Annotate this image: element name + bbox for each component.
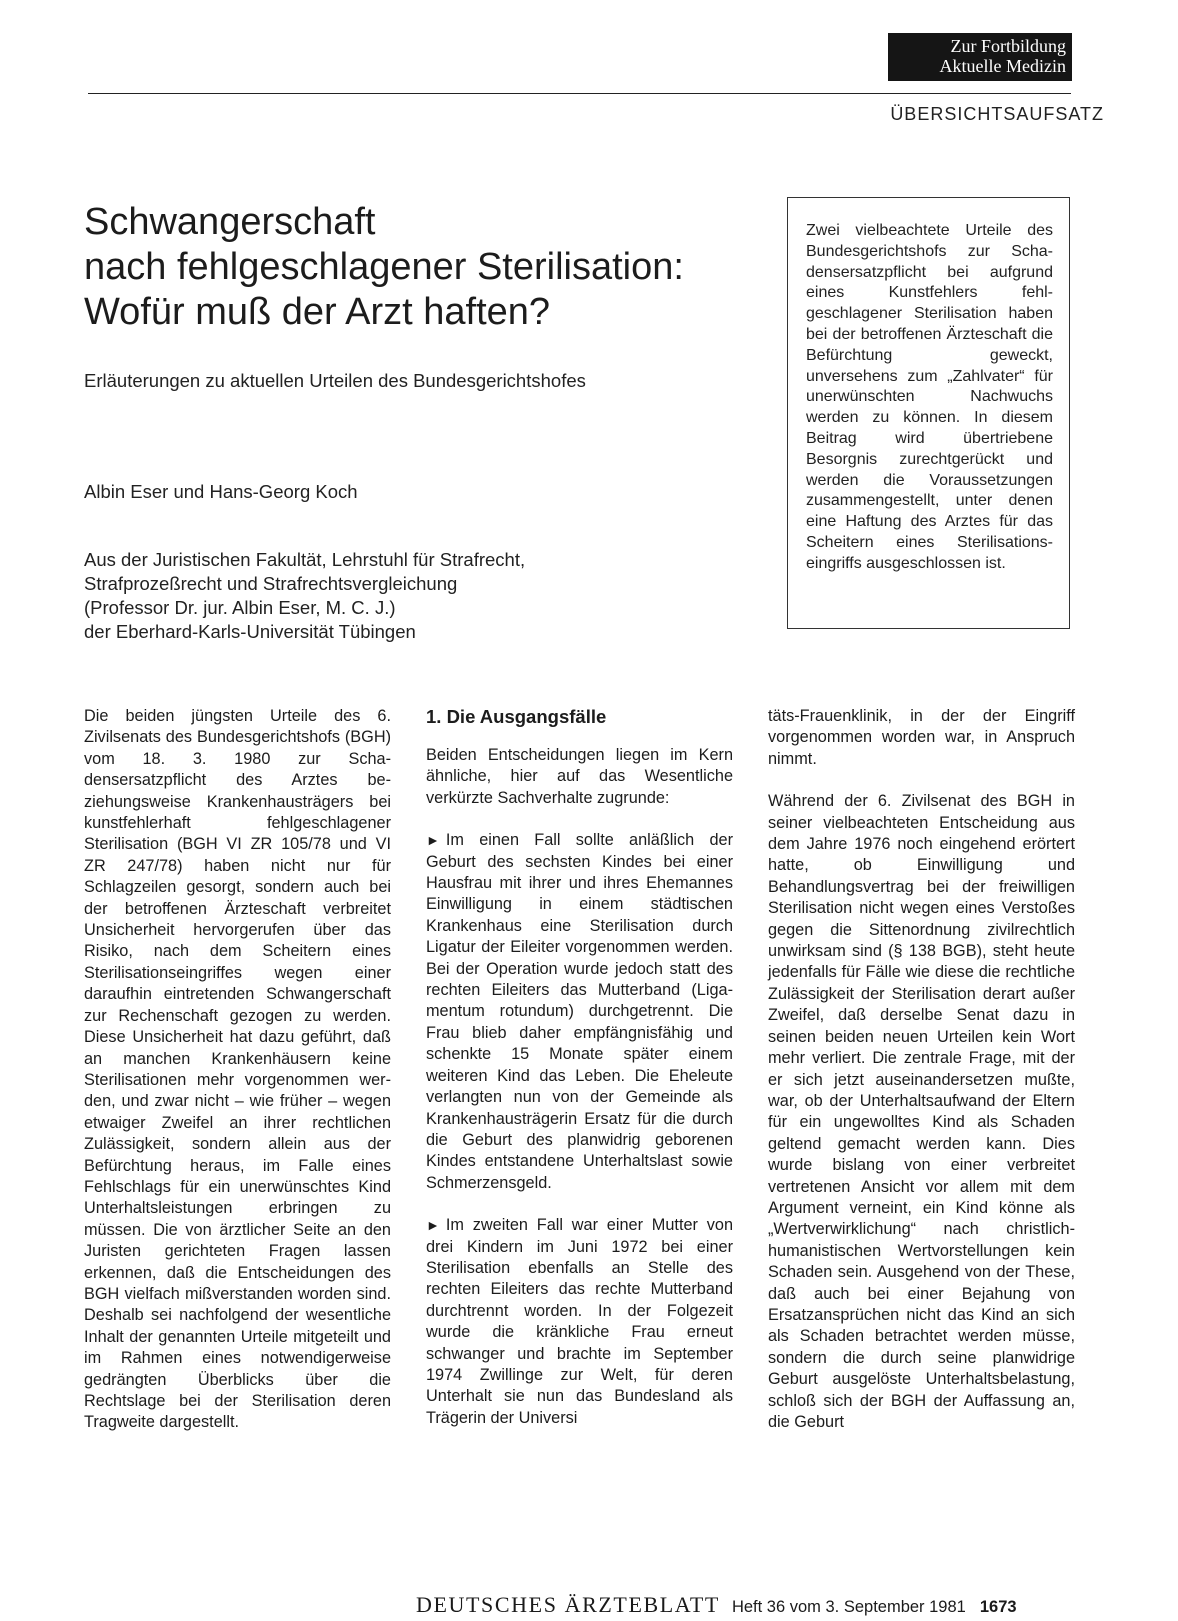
section-tag <box>888 33 1072 81</box>
page-footer <box>416 1592 1017 1618</box>
affiliation-line-1: Aus der Juristischen Fakultät, Lehrstuhl für Strafrecht, <box>84 549 526 570</box>
body-column-3 <box>768 706 1075 1433</box>
page-number: 1673 <box>979 1598 1017 1616</box>
affiliation-line-3: (Professor Dr. jur. Albin Eser, M. C. J.) <box>84 597 396 618</box>
case-paragraph-2 <box>426 1215 733 1429</box>
title-line-3: Wofür muß der Arzt haften? <box>84 291 551 333</box>
tag-line-1: Zur Fortbildung <box>950 36 1066 56</box>
body-paragraph: Beiden Entscheidungen liegen im Kern ähnliche, hier auf das Wesentliche verkürzte Sachverhalte zugrunde: <box>426 746 733 807</box>
article-subtitle: Erläuterungen zu aktuellen Urteilen des Bundesgerichtshofes <box>84 370 586 391</box>
case-text-1: Im einen Fall sollte anläßlich der Geburt des sechsten Kindes bei einer Hausfrau mit ihrer und ihres Ehemannes Einwilligung in einem städtischen Krankenhaus eine Sterilisation durch Ligatur der Eileiter vorgenommen werden. Bei der Operation wurde jedoch statt des rechten Eileiters das Mutterband (Ligamentum rotundum) durchgetrennt. Die Frau blieb daher empfängnisfähig und schenkte 15 Monate später einem weiteren Kind das Leben. Die Eheleute verlangten nun von der Gemeinde als Krankenhausträgerin Ersatz für die durch die Geburt des planwidrig geborenen Kindes entstandene Unterhaltslast sowie Schmerzensgeld. <box>426 831 733 1192</box>
journal-name: DEUTSCHES ÄRZTEBLATT <box>416 1592 720 1617</box>
tag-line-2: Aktuelle Medizin <box>939 56 1066 76</box>
triangle-bullet-icon: ► <box>426 1217 440 1234</box>
affiliation-line-2: Strafprozeßrecht und Strafrechtsvergleichung <box>84 573 458 594</box>
affiliation-line-4: der Eberhard-Karls-Universität Tübingen <box>84 621 416 642</box>
body-column-2 <box>426 706 733 1429</box>
section-label: ÜBERSICHTSAUFSATZ <box>890 104 1104 124</box>
article-title <box>84 200 764 335</box>
body-column-1 <box>84 706 391 1434</box>
abstract-text: Zwei vielbeachtete Urteile des Bundesgerichtshofs zur Schadensersatzpflicht bei aufgrund eines Kunstfehlers fehlgeschlagener Sterilisation haben bei der betroffenen Ärzteschaft die Befürchtung geweckt, unversehens zum „Zahlvater“ für unerwünschten Nachwuchs werden zu können. In diesem Beitrag wird übertriebene Besorgnis zurechtgerückt und werden die Voraussetzungen zusammengestellt, unter denen eine Haftung des Arztes für das Scheitern eines Sterilisationseingriffs ausgeschlossen ist. <box>806 222 1053 572</box>
body-paragraph: täts-Frauenklinik, in der der Eingriff vorgenommen worden war, in Anspruch nimmt. <box>768 707 1075 768</box>
body-paragraph: Während der 6. Zivilsenat des BGH in seiner vielbeachteten Entscheidung aus dem Jahre 1976 noch eingehend erörtert hatte, ob Einwilligung und Behandlungsvertrag bei der freiwilligen Sterilisation nicht wegen eines Verstoßes gegen die Sittenordnung zivilrechtlich unwirksam sind (§ 138 BGB), steht heute jedenfalls für Fälle wie diese die rechtliche Zulässigkeit der Sterilisation derart außer Zweifel, daß derselbe Senat dazu in seinen beiden neuen Urteilen kein Wort mehr verliert. Die zentrale Frage, mit der er sich jetzt auseinandersetzen mußte, war, ob der Unterhaltsaufwand der Eltern für ein ungewolltes Kind als Schaden geltend gemacht werden kann. Dies wurde bislang von einer verbreitet vertretenen Ansicht vor allem mit dem Argument verneint, ein Kind könne als „Wertverwirklichung“ nach christlich-humanistischen Wertvorstellungen kein Schaden sein. Ausgehend von der These, daß auch bei einer Bejahung von Ersatzansprüchen nicht das Kind an sich als Schaden betrachtet werden müsse, sondern die durch seine planwidrige Geburt ausgelöste Unterhaltsbelastung, schloß sich der BGH der Auffassung an, die Geburt <box>768 792 1075 1431</box>
issue-info: Heft 36 vom 3. September 1981 <box>731 1598 966 1616</box>
section-heading: 1. Die Ausgangsfälle <box>426 706 607 727</box>
case-text-2: Im zweiten Fall war einer Mutter von drei Kindern im Juni 1972 bei einer Sterilisation ebenfalls an Stelle des rechten Eileiters das rechte Mutterband durchtrennt worden. In der Folgezeit wurde die kränkliche Frau erneut schwanger und brachte im September 1974 Zwillinge zur Welt, für deren Unterhalt sie nun das Bundesland als Trägerin der Universi <box>426 1216 733 1427</box>
body-paragraph: Die beiden jüngsten Urteile des 6. Zivilsenats des Bundesgerichtshofs (BGH) vom 18. 3. 1980 zur Schadensersatzpflicht des Arztes beziehungsweise Krankenhausträgers bei kunstfehlerhaft fehlgeschlagener Sterilisation (BGH VI ZR 105/78 und VI ZR 247/78) haben nicht nur für Schlagzeilen gesorgt, sondern auch bei der betroffenen Ärzteschaft verbreitet Unsicherheit hervorgerufen über das Risiko, nach dem Scheitern eines Sterilisationseingriffes wegen einer daraufhin eintretenden Schwangerschaft zur Rechenschaft gezogen zu werden. Diese Unsicherheit hat dazu geführt, daß an manchen Krankenhäusern keine Sterilisationen mehr vorgenommen werden, und zwar nicht – wie früher – wegen etwaiger Zweifel an ihrer rechtlichen Zulässigkeit, sondern allein aus der Befürchtung heraus, im Falle eines Fehlschlags für ein unerwünschtes Kind Unterhaltsleistungen erbringen zu müssen. Die von ärztlicher Seite an den Juristen gerichteten Fragen lassen erkennen, daß die Entscheidungen des BGH vielfach mißverstanden worden sind. Deshalb sei nachfolgend der wesentliche Inhalt der genannten Urteile mitgeteilt und im Rahmen eines notwendigerweise gedrängten Überblicks über die Rechtslage bei der Sterilisation deren Tragweite dargestellt. <box>84 707 391 1432</box>
title-line-2: nach fehlgeschlagener Sterilisation: <box>84 246 684 288</box>
author-affiliation <box>84 548 724 644</box>
article-authors: Albin Eser und Hans-Georg Koch <box>84 481 358 502</box>
title-line-1: Schwangerschaft <box>84 201 376 243</box>
triangle-bullet-icon: ► <box>426 832 440 849</box>
case-paragraph-1 <box>426 830 733 1194</box>
abstract-box <box>787 197 1070 629</box>
header-rule <box>88 93 1071 94</box>
